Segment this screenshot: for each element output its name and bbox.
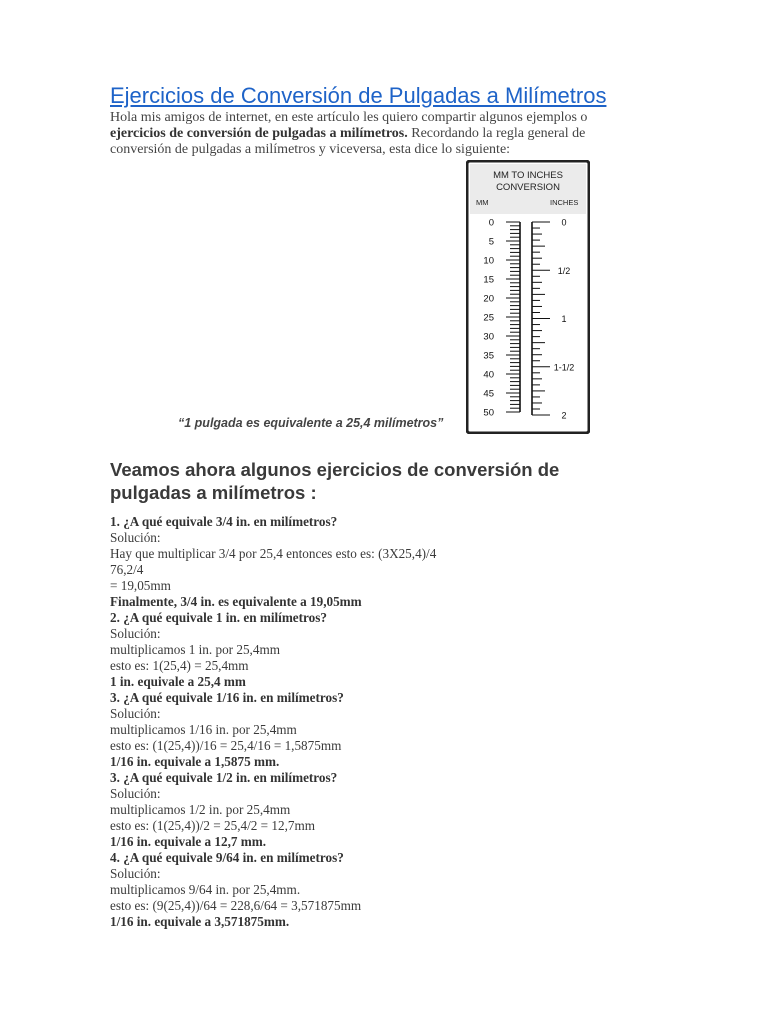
- article-title-link[interactable]: Ejercicios de Conversión de Pulgadas a Milímetros: [110, 83, 607, 108]
- exercise-text-line: = 19,05mm: [110, 578, 171, 593]
- article: [110, 82, 650, 930]
- inch-label: 1: [561, 314, 567, 325]
- exercise-heading-line: Finalmente, 3/4 in. es equivalente a 19,05mm: [110, 594, 362, 609]
- rule-quote: “1 pulgada es equivalente a 25,4 milímetros”: [178, 416, 444, 430]
- exercise-heading-line: 3. ¿A qué equivale 1/2 in. en milímetros?: [110, 770, 338, 785]
- mm-label: 25: [483, 312, 494, 324]
- exercise-text-line: Solución:: [110, 626, 161, 641]
- exercise-heading-line: 1/16 in. equivale a 1,5875 mm.: [110, 754, 280, 769]
- ruler-title-line1: MM TO INCHES: [493, 170, 563, 181]
- exercise-heading-line: 4. ¿A qué equivale 9/64 in. en milímetros?: [110, 850, 344, 865]
- exercise-list: [110, 514, 650, 930]
- exercise-text-line: Solución:: [110, 786, 161, 801]
- exercise-text-line: 76,2/4: [110, 562, 144, 577]
- mm-label: 35: [483, 350, 494, 362]
- exercise-text-line: Hay que multiplicar 3/4 por 25,4 entonces esto es: (3X25,4)/4: [110, 546, 437, 561]
- ruler-inches-header: INCHES: [550, 198, 579, 207]
- exercise-heading-line: 1 in. equivale a 25,4 mm: [110, 674, 246, 689]
- intro-bold-text: ejercicios de conversión de pulgadas a milímetros.: [110, 126, 408, 141]
- conversion-figure: [110, 158, 650, 438]
- exercise-heading-line: 1/16 in. equivale a 3,571875mm.: [110, 914, 290, 929]
- exercise-text-line: esto es: (9(25,4))/64 = 228,6/64 = 3,571875mm: [110, 898, 362, 913]
- inch-label: 2: [561, 410, 567, 421]
- inch-label: 1-1/2: [553, 362, 575, 373]
- mm-label: 10: [483, 255, 494, 267]
- mm-label: 20: [483, 293, 494, 305]
- exercise-text-line: multiplicamos 1/2 in. por 25,4mm: [110, 802, 291, 817]
- exercise-heading-line: 1. ¿A qué equivale 3/4 in. en milímetros?: [110, 514, 338, 529]
- exercise-text-line: esto es: 1(25,4) = 25,4mm: [110, 658, 249, 673]
- inch-label: 0: [561, 217, 567, 228]
- exercise-text-line: multiplicamos 1/16 in. por 25,4mm: [110, 722, 297, 737]
- exercise-heading-line: 1/16 in. equivale a 12,7 mm.: [110, 834, 267, 849]
- exercise-text-line: multiplicamos 9/64 in. por 25,4mm.: [110, 882, 301, 897]
- exercise-text-line: Solución:: [110, 530, 161, 545]
- mm-label: 5: [488, 236, 494, 248]
- exercise-heading-line: 2. ¿A qué equivale 1 in. en milímetros?: [110, 610, 327, 625]
- inch-label: 1/2: [557, 265, 571, 276]
- exercises-subtitle: Veamos ahora algunos ejercicios de conversión de pulgadas a milímetros :: [110, 459, 560, 503]
- exercise-text-line: esto es: (1(25,4))/16 = 25,4/16 = 1,5875mm: [110, 738, 342, 753]
- intro-paragraph: [110, 110, 630, 158]
- intro-text-start: Hola mis amigos de internet, en este artículo les quiero compartir algunos ejemplos o: [110, 110, 588, 125]
- exercise-text-line: Solución:: [110, 866, 161, 881]
- mm-label: 0: [488, 217, 494, 229]
- mm-label: 40: [483, 369, 494, 381]
- mm-label: 45: [483, 388, 494, 400]
- mm-label: 50: [483, 407, 494, 419]
- exercise-text-line: esto es: (1(25,4))/2 = 25,4/2 = 12,7mm: [110, 818, 315, 833]
- exercise-heading-line: 3. ¿A qué equivale 1/16 in. en milímetros?: [110, 690, 344, 705]
- mm-to-inches-ruler-image: [466, 160, 590, 434]
- mm-label: 15: [483, 274, 494, 286]
- mm-label: 30: [483, 331, 494, 343]
- exercise-text-line: multiplicamos 1 in. por 25,4mm: [110, 642, 280, 657]
- exercise-text-line: Solución:: [110, 706, 161, 721]
- intro-text-end: Recordando la regla general de conversión de pulgadas a milímetros y viceversa, esta dice lo siguiente:: [110, 126, 586, 157]
- ruler-mm-header: MM: [476, 198, 489, 207]
- ruler-title-line2: CONVERSION: [496, 182, 560, 193]
